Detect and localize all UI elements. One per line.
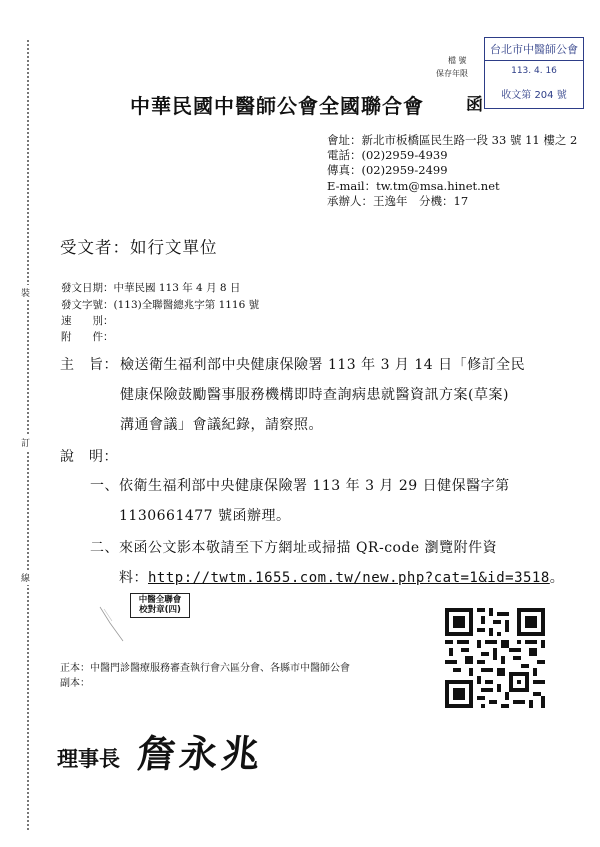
binding-mark-zhuang: 裝 xyxy=(21,285,30,300)
cc-copy-recipients: 副本： xyxy=(60,678,90,689)
pencil-mark xyxy=(98,605,128,645)
explanation-item-2-line-2 xyxy=(119,567,564,587)
binding-mark-xian: 線 xyxy=(21,570,30,585)
qr-code-icon[interactable] xyxy=(445,608,545,708)
explanation-item-2-prefix: 料： xyxy=(119,570,148,586)
received-stamp xyxy=(484,37,584,109)
received-stamp-receipt: 收文第 204 號 xyxy=(501,90,567,101)
contact-address: 會址：新北市板橋區民生路一段 33 號 11 樓之 2 xyxy=(327,133,578,147)
binding-mark-ding: 訂 xyxy=(21,435,30,450)
issue-number: 發文字號：(113)全聯醫總兆字第 1116 號 xyxy=(61,299,260,311)
attachment-url-link[interactable]: http://twtm.1655.com.tw/new.php?cat=1&id=3518 xyxy=(148,570,550,586)
speed-field: 速 別： xyxy=(61,315,114,327)
signature-name: 詹永兆 xyxy=(135,731,267,776)
proofreading-stamp-line-1: 中醫全聯會 xyxy=(138,595,182,605)
explanation-item-2-suffix: 。 xyxy=(549,570,565,586)
archive-retention-label: 保存年限 xyxy=(436,69,468,78)
subject-line-1: 檢送衛生福利部中央健康保險署 113 年 3 月 14 日「修訂全民 xyxy=(120,357,526,373)
cc-main-recipients: 正本：中醫門診醫療服務審查執行會六區分會、各縣市中醫師公會 xyxy=(60,663,350,674)
contact-handler: 承辦人：王逸年 分機：17 xyxy=(327,194,469,208)
received-stamp-date: 113. 4. 16 xyxy=(511,66,557,76)
received-stamp-org: 台北市中醫師公會 xyxy=(485,41,583,61)
subject-line-3: 溝通會議」會議紀錄，請察照。 xyxy=(120,417,323,433)
explanation-label: 說 明： xyxy=(60,449,118,465)
document-title-suffix: 函 xyxy=(466,95,484,115)
explanation-item-1-line-1: 一、依衛生福利部中央健康保險署 113 年 3 月 29 日健保醫字第 xyxy=(90,478,510,494)
explanation-item-2-line-1: 二、來函公文影本敬請至下方網址或掃描 QR-code 瀏覽附件資 xyxy=(90,540,498,556)
proofreading-stamp xyxy=(130,593,190,618)
proofreading-stamp-line-2: 校對章(四) xyxy=(139,605,181,615)
archive-number-label: 檔 號 xyxy=(448,56,467,65)
attachment-field: 附 件： xyxy=(61,331,114,343)
signature-title: 理事長 xyxy=(57,747,120,771)
subject-label: 主 旨： xyxy=(60,357,118,373)
document-title: 中華民國中醫師公會全國聯合會 xyxy=(130,94,424,118)
contact-phone: 電話：(02)2959-4939 xyxy=(327,148,448,162)
explanation-item-1-line-2: 1130661477 號函辦理。 xyxy=(119,508,291,524)
contact-email: E-mail：tw.tm@msa.hinet.net xyxy=(327,179,500,193)
recipient-line: 受文者：如行文單位 xyxy=(60,238,218,257)
issue-date: 發文日期：中華民國 113 年 4 月 8 日 xyxy=(61,282,241,294)
contact-fax: 傳真：(02)2959-2499 xyxy=(327,163,448,177)
subject-line-2: 健康保險鼓勵醫事服務機構即時查詢病患就醫資訊方案(草案) xyxy=(120,387,509,403)
